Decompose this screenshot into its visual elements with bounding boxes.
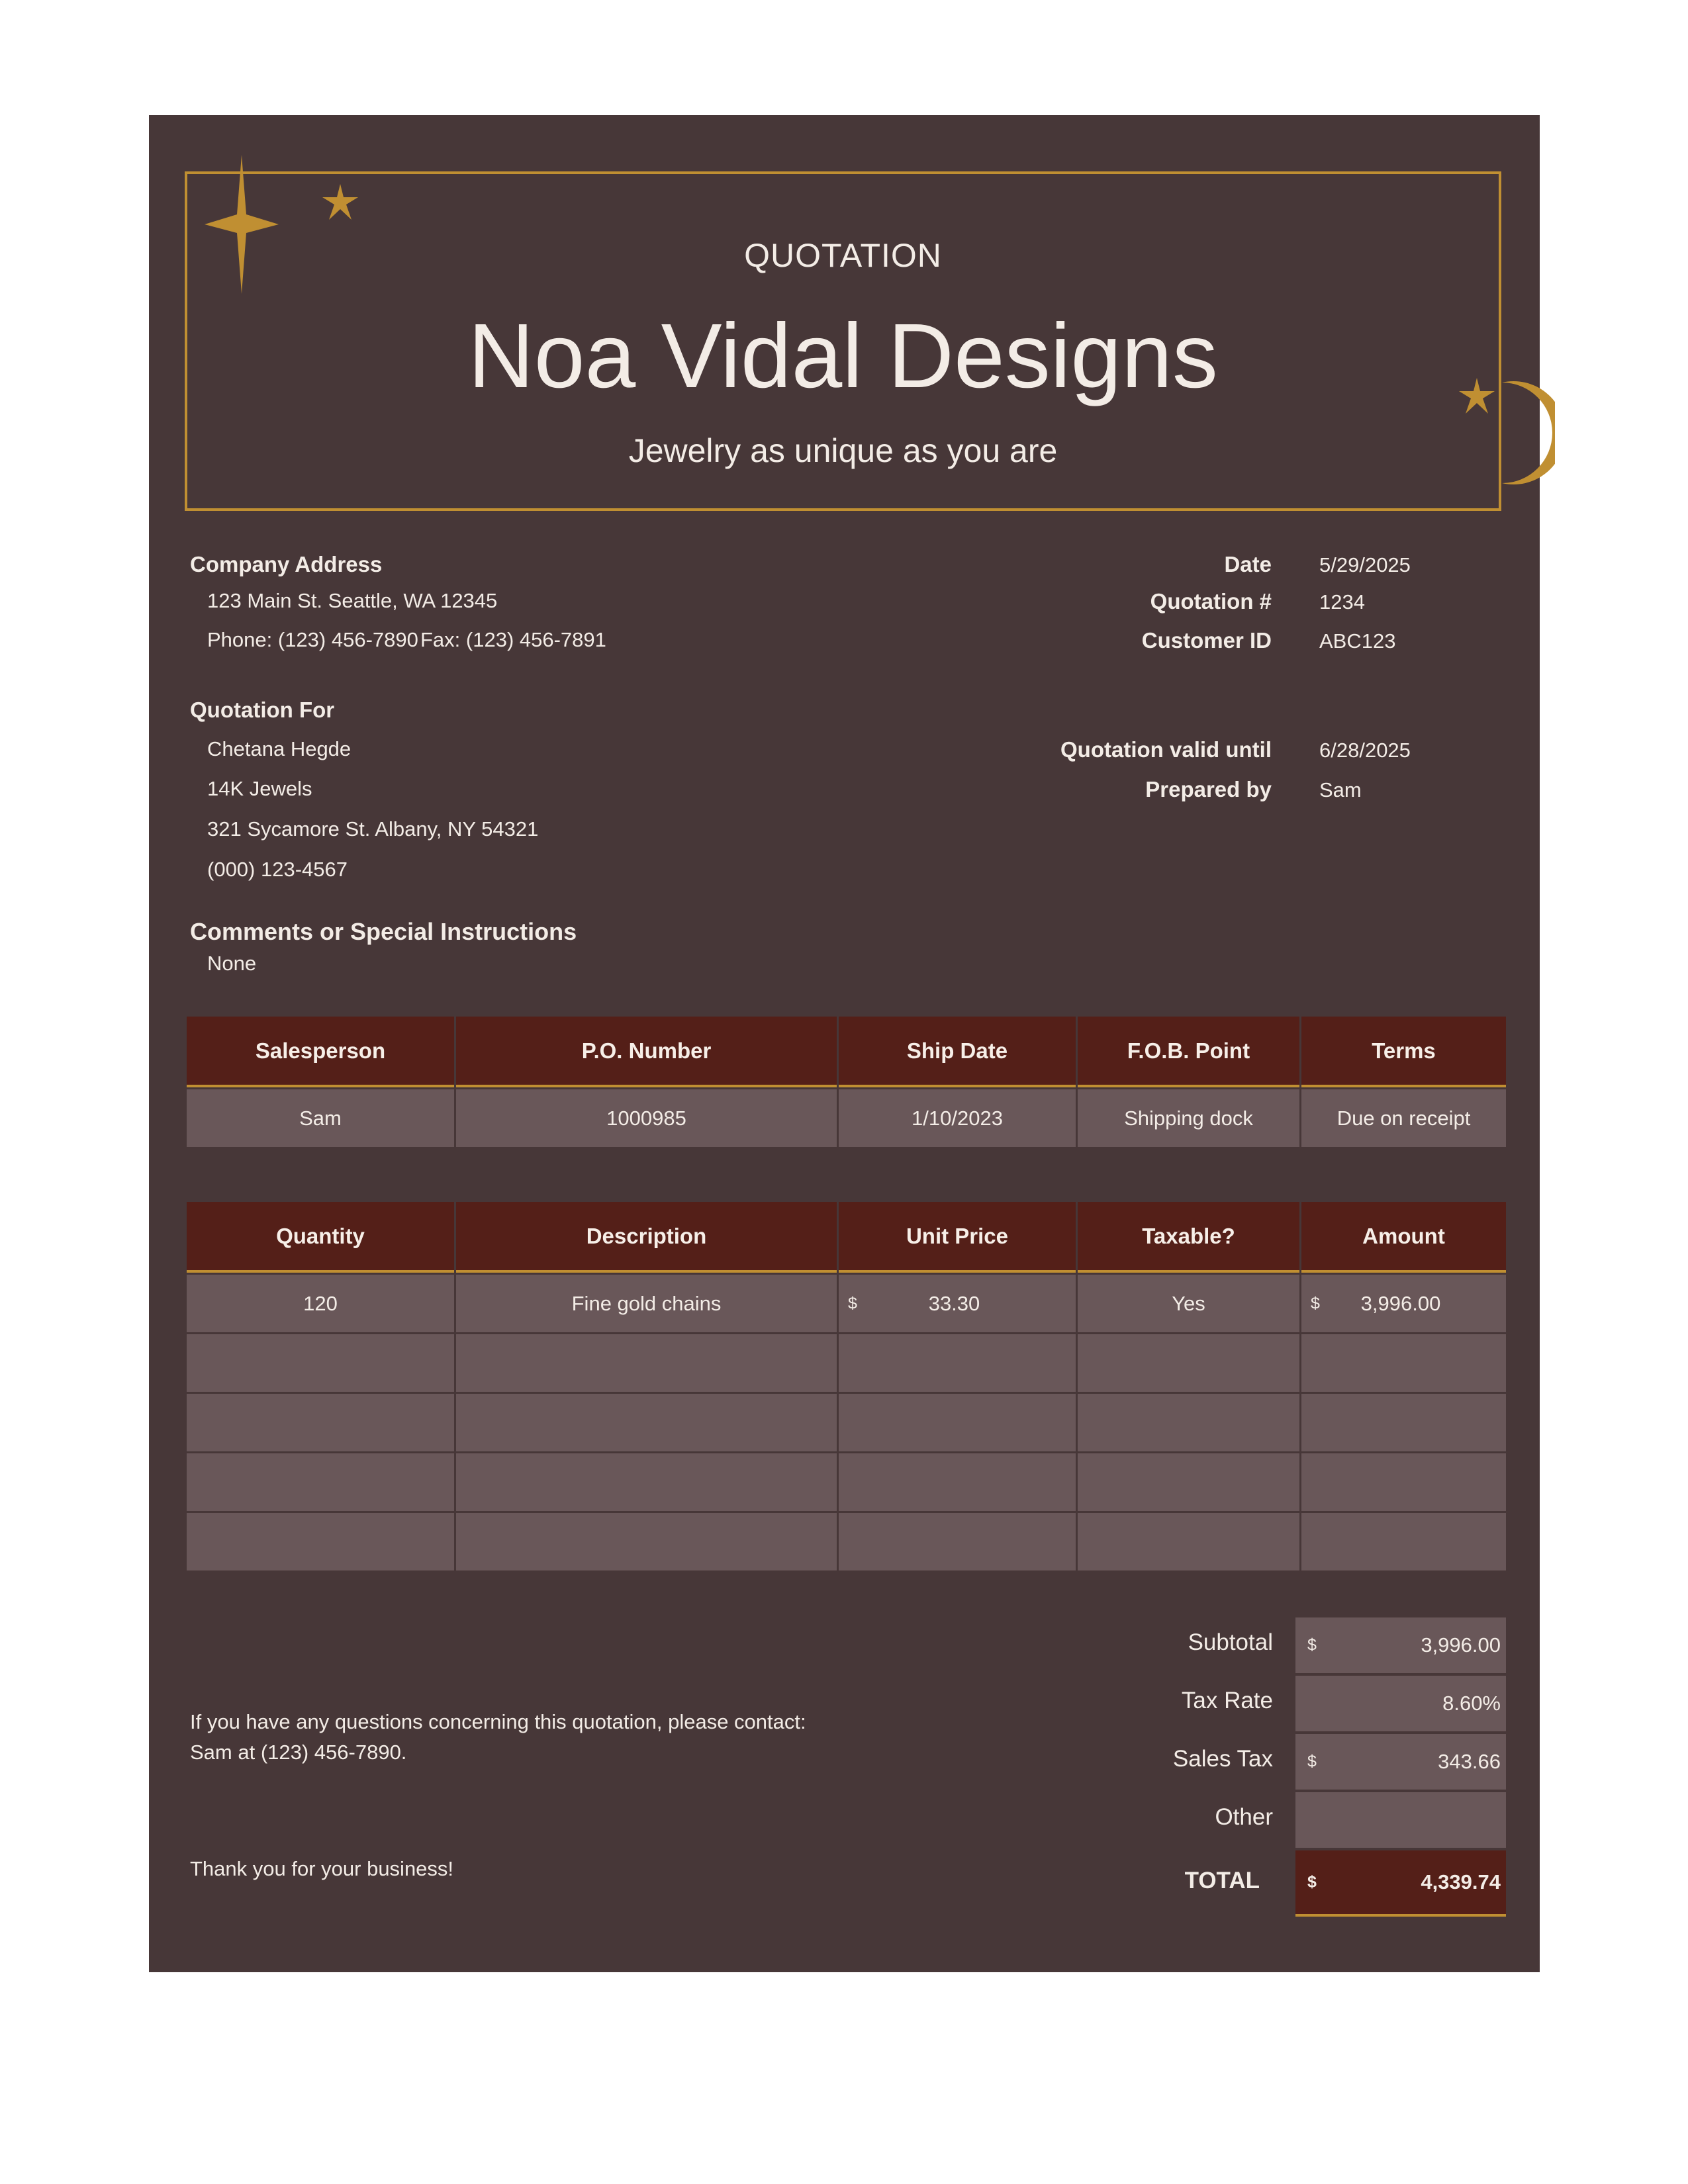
quantity-cell[interactable] [187, 1392, 454, 1451]
company-address-label: Company Address [190, 552, 383, 576]
customer-id-value: ABC123 [1319, 629, 1396, 653]
subtotal-label: Subtotal [1188, 1629, 1273, 1655]
description-cell[interactable] [456, 1332, 837, 1392]
unit-price-cell[interactable] [839, 1511, 1076, 1570]
total-label: TOTAL [1184, 1868, 1260, 1893]
unit-price-cell[interactable] [839, 1332, 1076, 1392]
valid-until-label: Quotation valid until [1060, 737, 1272, 762]
quotation-for-label: Quotation For [190, 698, 335, 722]
contact-line-1: If you have any questions concerning this quotation, please contact: [190, 1710, 806, 1733]
table-row [187, 1511, 1506, 1570]
sales-tax-value: 343.66 [1438, 1750, 1501, 1773]
taxable-cell[interactable] [1078, 1392, 1299, 1451]
quotation-number-label: Quotation # [1150, 589, 1272, 614]
taxable-cell[interactable] [1078, 1511, 1299, 1570]
column-header: Quantity [187, 1202, 454, 1273]
customer-id-label: Customer ID [1141, 628, 1272, 653]
quotation-number-value: 1234 [1319, 590, 1365, 614]
quantity-cell[interactable] [187, 1511, 454, 1570]
header-box [185, 171, 1501, 511]
column-header: F.O.B. Point [1078, 1017, 1299, 1087]
subtotal-value: 3,996.00 [1421, 1633, 1501, 1657]
quantity-cell[interactable] [187, 1332, 454, 1392]
table-row [187, 1332, 1506, 1392]
other-field[interactable] [1295, 1792, 1506, 1848]
table-row [187, 1087, 1506, 1147]
items-header-row [187, 1202, 1506, 1273]
total-value: 4,339.74 [1421, 1870, 1501, 1893]
column-header: Description [456, 1202, 837, 1273]
subtotal-field[interactable] [1295, 1617, 1506, 1673]
contact-line-2: Sam at (123) 456-7890. [190, 1741, 407, 1764]
currency-symbol: $ [848, 1294, 857, 1312]
company-fax: Fax: (123) 456-7891 [420, 628, 606, 651]
sales-tax-field[interactable] [1295, 1734, 1506, 1790]
client-company: 14K Jewels [207, 777, 312, 800]
client-address: 321 Sycamore St. Albany, NY 54321 [207, 817, 539, 841]
description-cell[interactable] [456, 1392, 837, 1451]
unit-price-cell[interactable] [839, 1273, 1076, 1332]
ship-date-cell[interactable]: 1/10/2023 [839, 1087, 1076, 1147]
tax-rate-field[interactable] [1295, 1676, 1506, 1731]
date-label: Date [1224, 552, 1272, 576]
amount-cell[interactable] [1301, 1332, 1506, 1392]
client-name: Chetana Hegde [207, 737, 352, 760]
column-header: Salesperson [187, 1017, 454, 1087]
taxable-cell[interactable] [1078, 1451, 1299, 1511]
thank-you-note: Thank you for your business! [190, 1857, 454, 1880]
line-items-table [185, 1202, 1508, 1570]
four-point-star-icon [205, 155, 279, 294]
currency-symbol: $ [1307, 1752, 1317, 1771]
amount-cell[interactable] [1301, 1511, 1506, 1570]
order-header-row [187, 1017, 1506, 1087]
small-star-icon [322, 184, 358, 220]
comments-text: None [207, 952, 257, 975]
taxable-cell[interactable] [1078, 1332, 1299, 1392]
table-row [187, 1273, 1506, 1332]
table-row [187, 1451, 1506, 1511]
description-cell[interactable]: Fine gold chains [456, 1273, 837, 1332]
valid-until-value: 6/28/2025 [1319, 739, 1411, 762]
tagline: Jewelry as unique as you are [628, 432, 1058, 469]
company-name: Noa Vidal Designs [468, 305, 1218, 407]
column-header: Terms [1301, 1017, 1506, 1087]
prepared-by-label: Prepared by [1145, 777, 1272, 801]
amount-cell[interactable] [1301, 1451, 1506, 1511]
column-header: Ship Date [839, 1017, 1076, 1087]
column-header: Amount [1301, 1202, 1506, 1273]
currency-symbol: $ [1307, 1635, 1317, 1655]
fob-point-cell[interactable]: Shipping dock [1078, 1087, 1299, 1147]
company-address: 123 Main St. Seattle, WA 12345 [207, 589, 498, 612]
table-row [187, 1392, 1506, 1451]
terms-cell[interactable]: Due on receipt [1301, 1087, 1506, 1147]
unit-price-cell[interactable] [839, 1392, 1076, 1451]
currency-symbol: $ [1311, 1294, 1320, 1312]
amount-value: 3,996.00 [1360, 1291, 1441, 1315]
comments-label: Comments or Special Instructions [190, 918, 577, 945]
description-cell[interactable] [456, 1511, 837, 1570]
crescent-moon-icon [1489, 380, 1555, 486]
contact-note [190, 1707, 806, 1768]
quantity-cell[interactable] [187, 1451, 454, 1511]
column-header: P.O. Number [456, 1017, 837, 1087]
amount-cell[interactable] [1301, 1392, 1506, 1451]
taxable-cell[interactable]: Yes [1078, 1273, 1299, 1332]
currency-symbol: $ [1307, 1872, 1317, 1891]
unit-price-value: 33.30 [928, 1291, 980, 1315]
tax-rate-label: Tax Rate [1181, 1688, 1273, 1713]
other-label: Other [1215, 1804, 1273, 1830]
column-header: Unit Price [839, 1202, 1076, 1273]
unit-price-cell[interactable] [839, 1451, 1076, 1511]
order-details-table [185, 1017, 1508, 1147]
sales-tax-label: Sales Tax [1172, 1746, 1273, 1772]
po-number-cell[interactable]: 1000985 [456, 1087, 837, 1147]
column-header: Taxable? [1078, 1202, 1299, 1273]
description-cell[interactable] [456, 1451, 837, 1511]
prepared-by-value: Sam [1319, 778, 1362, 801]
client-phone: (000) 123-4567 [207, 858, 348, 881]
salesperson-cell[interactable]: Sam [187, 1087, 454, 1147]
quantity-cell[interactable]: 120 [187, 1273, 454, 1332]
date-value: 5/29/2025 [1319, 553, 1411, 576]
amount-cell[interactable] [1301, 1273, 1506, 1332]
total-field[interactable] [1295, 1850, 1506, 1917]
company-phone: Phone: (123) 456-7890 [207, 628, 418, 651]
quotation-sheet [149, 115, 1540, 1972]
tax-rate-value: 8.60% [1442, 1692, 1501, 1715]
document-type: QUOTATION [744, 237, 942, 274]
